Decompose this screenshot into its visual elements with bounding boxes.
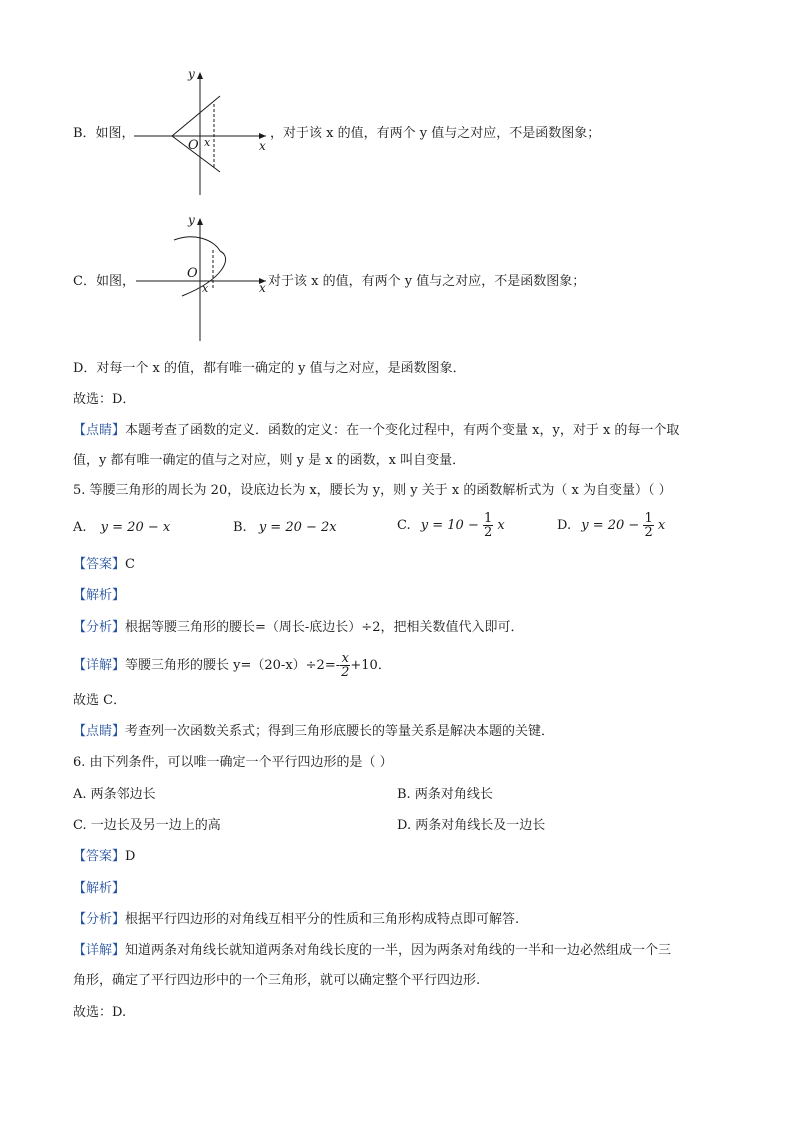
q6-option-c[interactable]: C. 一边长及另一边上的高 bbox=[73, 818, 221, 833]
q5-option-c[interactable]: C. y = 10 − $\frac{1}{2}$ x bbox=[397, 511, 505, 540]
part-c-origin-label: O bbox=[187, 266, 198, 281]
q4-comment-line1: 【点睛】本题考查了函数的定义．函数的定义：在一个变化过程中，有两个变量 x，y，对于 x 的每一个取 bbox=[73, 423, 680, 438]
q5-stem: 5. 等腰三角形的周长为 20，设底边长为 x，腰长为 y，则 y 关于 x 的函数解析式为（ x 为自变量）（ ） bbox=[73, 483, 672, 498]
part-b-origin-label: O bbox=[188, 138, 199, 153]
part-c-prefix: C．如图， bbox=[73, 274, 135, 289]
part-b-x-label: x bbox=[259, 139, 266, 153]
q4-choice: 故选：D． bbox=[73, 392, 136, 407]
part-c-graph bbox=[134, 210, 274, 344]
q6-stem: 6. 由下列条件，可以唯一确定一个平行四边形的是（ ） bbox=[73, 755, 393, 770]
q5-option-b[interactable]: B. y = 20 − 2x bbox=[233, 520, 337, 535]
q5-answer: 【答案】C bbox=[73, 557, 135, 572]
part-c-line bbox=[73, 273, 135, 291]
q5-dianjing: 【点睛】考查列一次函数关系式；得到三角形底腰长的等量关系是解决本题的关键． bbox=[73, 724, 555, 739]
q5-xiangjie: 【详解】等腰三角形的腰长 y=（20-x）÷2=- $\frac{x}{2}$ +10． bbox=[73, 651, 391, 680]
q4-comment-line2: 值，y 都有唯一确定的值与之对应，则 y 是 x 的函数，x 叫自变量． bbox=[73, 453, 466, 468]
q6-answer: 【答案】D bbox=[73, 849, 136, 864]
q5-option-a[interactable]: A. y = 20 − x bbox=[73, 520, 171, 535]
part-b-graph bbox=[134, 64, 274, 198]
q5-choice: 故选 C． bbox=[73, 693, 127, 708]
part-d-text: D．对每一个 x 的值，都有唯一确定的 y 值与之对应，是函数图象． bbox=[73, 361, 466, 376]
part-b-text: ，对于该 x 的值，有两个 y 值与之对应，不是函数图象； bbox=[270, 126, 601, 141]
part-b-line bbox=[73, 125, 135, 143]
q6-xiangjie-line2: 角形，确定了平行四边形中的一个三角形，就可以确定整个平行四边形. bbox=[73, 973, 481, 988]
q6-analysis-tag: 【解析】 bbox=[73, 881, 126, 896]
q6-choice: 故选：D. bbox=[73, 1005, 127, 1020]
part-c-y-label: y bbox=[188, 213, 195, 227]
q4-comment-tag: 【点睛】 bbox=[73, 423, 126, 438]
part-b-xmark-label: x bbox=[204, 136, 211, 149]
q5-analysis-tag: 【解析】 bbox=[73, 588, 126, 603]
q6-option-d[interactable]: D. 两条对角线长及一边长 bbox=[397, 818, 546, 833]
part-b-y-label: y bbox=[188, 67, 195, 81]
q5-option-d[interactable]: D. y = 20 − $\frac{1}{2}$ x bbox=[557, 511, 666, 540]
q6-option-b[interactable]: B. 两条对角线长 bbox=[397, 787, 493, 802]
q6-fenxi: 【分析】根据平行四边形的对角线互相平分的性质和三角形构成特点即可解答. bbox=[73, 912, 520, 927]
part-b-prefix: B．如图， bbox=[73, 126, 135, 141]
q5-fenxi: 【分析】根据等腰三角形的腰长=（周长-底边长）÷2，把相关数值代入即可． bbox=[73, 620, 524, 635]
part-c-text: 对于该 x 的值，有两个 y 值与之对应，不是函数图象； bbox=[268, 274, 586, 289]
part-c-x-label: x bbox=[259, 281, 266, 295]
part-c-xmark-label: x bbox=[202, 282, 209, 295]
q6-option-a[interactable]: A. 两条邻边长 bbox=[73, 787, 156, 802]
q6-xiangjie-line1: 【详解】知道两条对角线长就知道两条对角线长度的一半，因为两条对角线的一半和一边必然组成一个三 bbox=[73, 943, 672, 958]
